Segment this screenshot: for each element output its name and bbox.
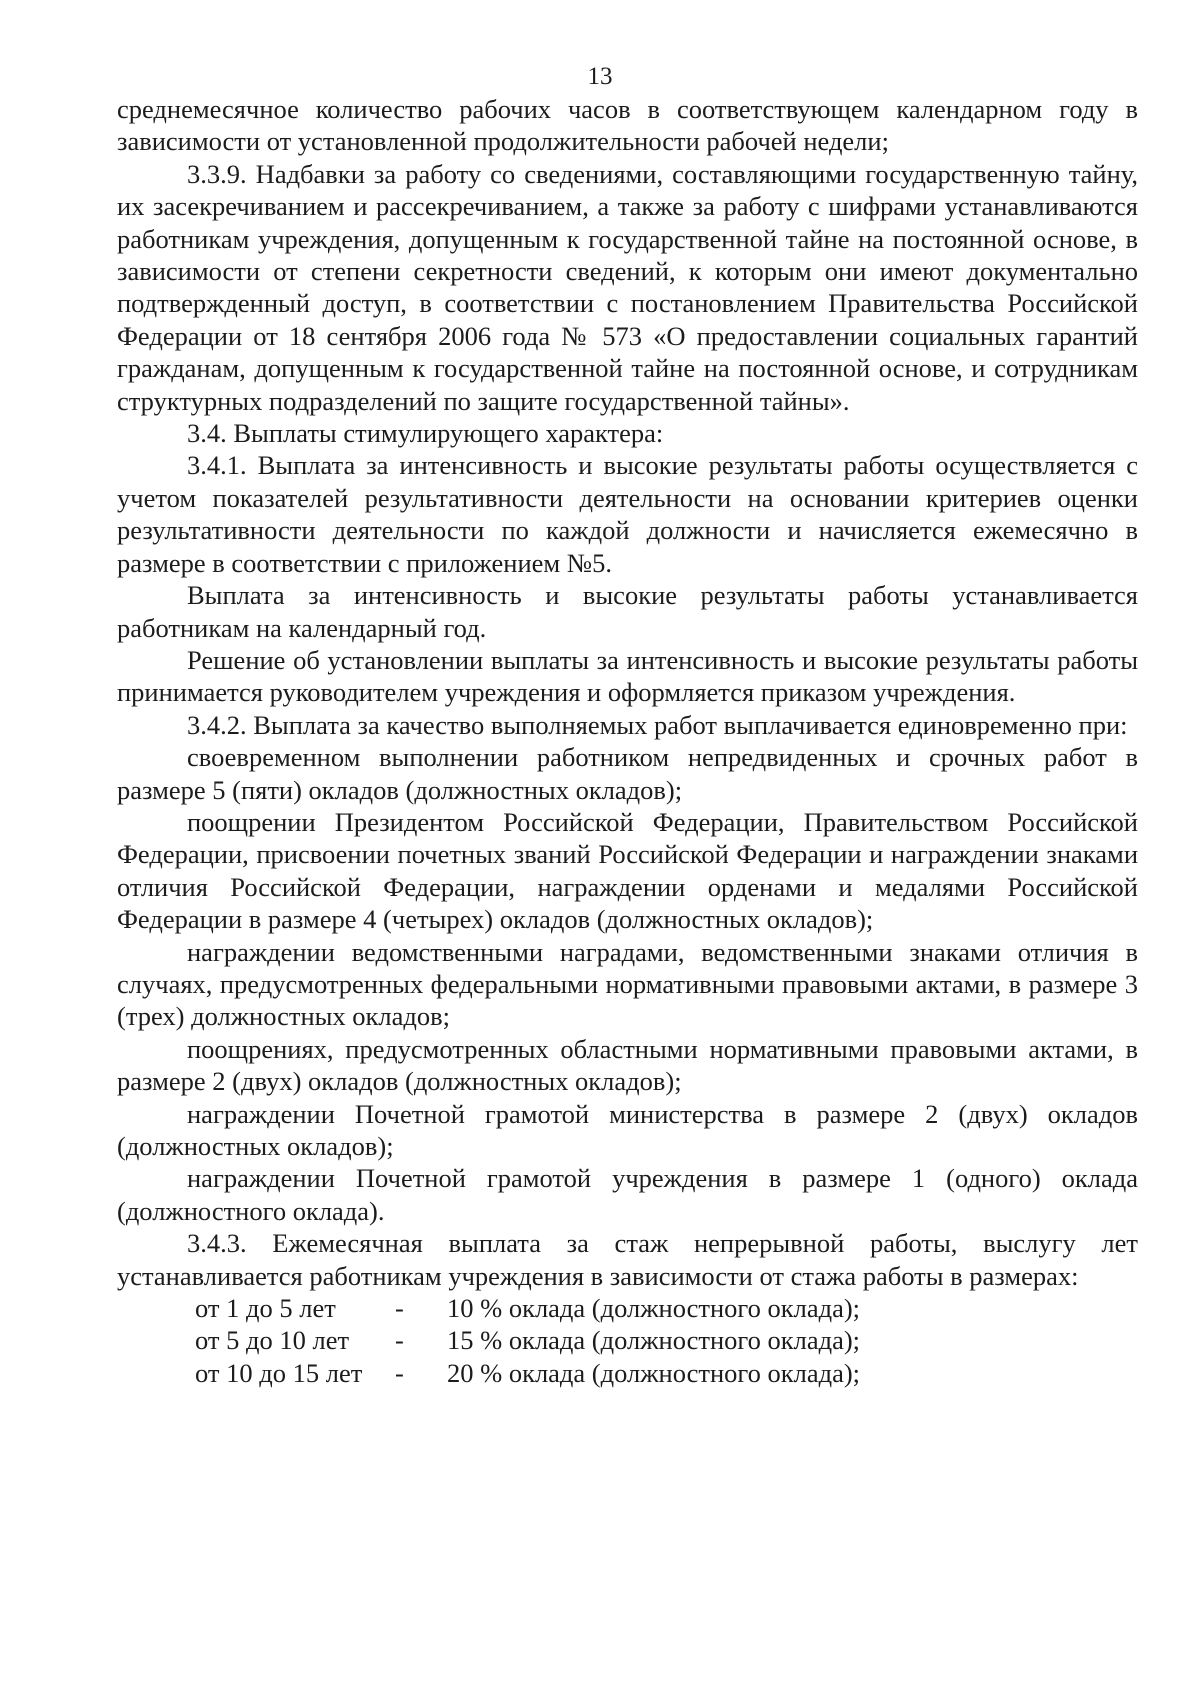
list-item-federal-awards: поощрении Президентом Российской Федерации, Правительством Российской Федерации, присвоении почетных званий Российской Федерации и награждении знаками отличия Российской Федерации, награждении орденами и медалями Российской Федерации в размере 4 (четырех) окладов (должностных окладов); [117, 806, 1138, 935]
heading-3-4: 3.4. Выплаты стимулирующего характера: [187, 418, 664, 449]
seniority-amount: 15 % оклада (должностного оклада); [447, 1325, 861, 1356]
list-item-regional-awards: поощрениях, предусмотренных областными нормативными правовыми актами, в размере 2 (двух) окладов (должностных окладов); [117, 1033, 1138, 1097]
paragraph-3-4-2: 3.4.2. Выплата за качество выполняемых работ выплачивается единовременно при: [187, 709, 1128, 740]
seniority-row [117, 1357, 1138, 1389]
list-item-ministry-certificate: награждении Почетной грамотой министерства в размере 2 (двух) окладов (должностных окладов); [117, 1098, 1138, 1161]
paragraph-3-4-3: 3.4.3. Ежемесячная выплата за стаж непрерывной работы, выслугу лет устанавливается работникам учреждения в зависимости от стажа работы в размерах: [117, 1228, 1138, 1291]
paragraph-3-4-1: 3.4.1. Выплата за интенсивность и высокие результаты работы осуществляется с учетом показателей результативности деятельности на основании критериев оценки результативности деятельности по каждой должности и начисляется ежемесячно в размере в соответствии с приложением №5. [117, 450, 1138, 578]
list-item-institution-certificate: награждении Почетной грамотой учреждения в размере 1 (одного) оклада (должностного оклада). [117, 1163, 1138, 1226]
seniority-amount: 10 % оклада (должностного оклада); [447, 1293, 861, 1324]
seniority-period: от 1 до 5 лет [195, 1293, 336, 1324]
document-body [117, 93, 1138, 1389]
seniority-dash: - [395, 1357, 404, 1388]
page-number: 13 [587, 63, 613, 90]
seniority-period: от 10 до 15 лет [195, 1357, 363, 1388]
seniority-amount: 20 % оклада (должностного оклада); [447, 1357, 861, 1388]
paragraph-continuation: среднемесячное количество рабочих часов в соответствующем календарном году в зависимости от установленной продолжительности рабочей недели; [117, 94, 1138, 157]
seniority-scale [117, 1292, 1138, 1389]
seniority-row [117, 1292, 1138, 1324]
paragraph-intensity-decision: Решение об установлении выплаты за интенсивность и высокие результаты работы принимается руководителем учреждения и оформляется приказом учреждения. [117, 644, 1138, 708]
list-item-departmental-awards: награждении ведомственными наградами, ведомственными знаками отличия в случаях, предусмотренных федеральными нормативными правовыми актами, в размере 3 (трех) должностных окладов; [117, 936, 1138, 1032]
seniority-period: от 5 до 10 лет [195, 1325, 350, 1356]
seniority-dash: - [395, 1325, 404, 1356]
seniority-row [117, 1324, 1138, 1356]
list-item-urgent-work: своевременном выполнении работником непредвиденных и срочных работ в размере 5 (пяти) окладов (должностных окладов); [117, 742, 1138, 805]
paragraph-intensity-period: Выплата за интенсивность и высокие результаты работы устанавливается работникам на календарный год. [117, 580, 1138, 643]
paragraph-3-3-9: 3.3.9. Надбавки за работу со сведениями, составляющими государственную тайну, их засекречиванием и рассекречиванием, а также за работу с шифрами устанавливаются работникам учреждения, допущенным к государственной тайне на постоянной основе, в зависимости от степени секретности сведений, к которым они имеют документально подтвержденный доступ, в соответствии с постановлением Правительства Российской Федерации от 18 сентября 2006 года № 573 «О предоставлении социальных гарантий гражданам, допущенным к государственной тайне на постоянной основе, и сотрудникам структурных подразделений по защите государственной тайны». [117, 158, 1138, 416]
seniority-dash: - [395, 1293, 404, 1324]
